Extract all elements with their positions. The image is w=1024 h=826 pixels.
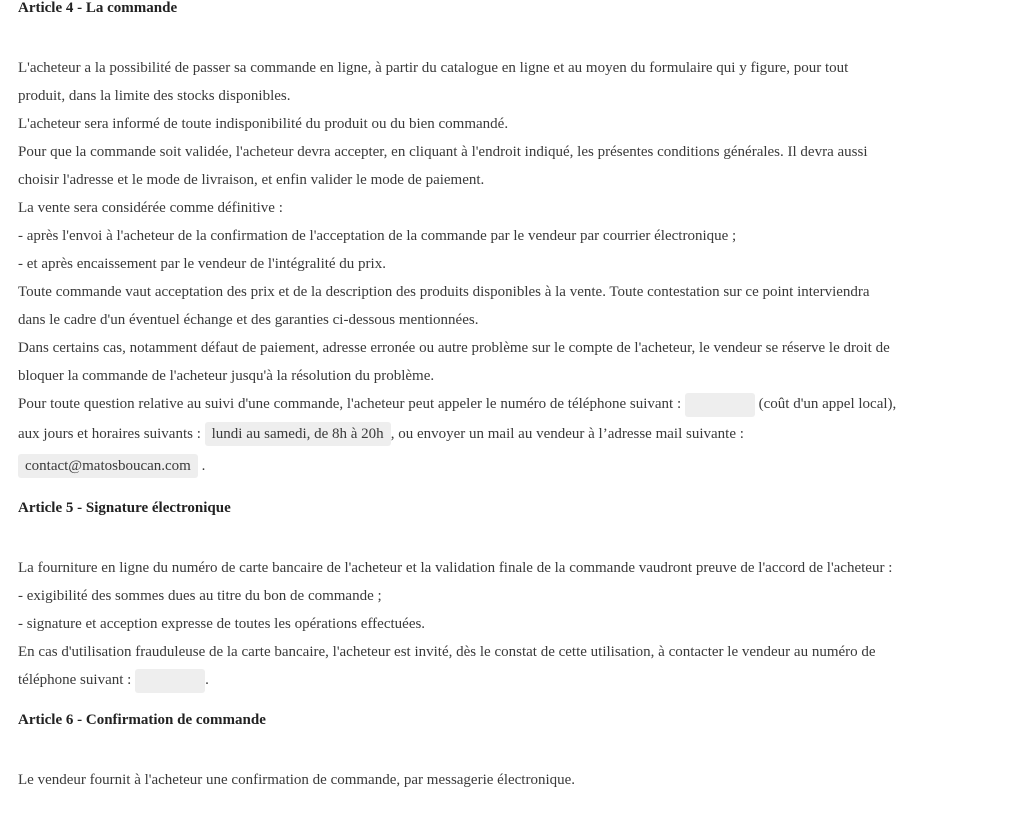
article-5-title: Article 5 - Signature électronique xyxy=(18,500,231,516)
paragraph-line: produit, dans la limite des stocks disponibles. xyxy=(18,88,291,104)
paragraph-line: La fourniture en ligne du numéro de carte bancaire de l'acheteur et la validation finale de la commande vaudront preuve de l'accord de l'acheteur : xyxy=(18,560,893,576)
paragraph-line: La vente sera considérée comme définitive : xyxy=(18,200,283,216)
paragraph-line: - et après encaissement par le vendeur de l'intégralité du prix. xyxy=(18,256,386,272)
contact-phone-line xyxy=(18,390,1008,418)
spacer xyxy=(18,518,1008,554)
paragraph-line: choisir l'adresse et le mode de livraison, et enfin valider le mode de paiement. xyxy=(18,172,485,188)
fraud-phone-line xyxy=(18,666,1008,694)
paragraph-line: Le vendeur fournit à l'acheteur une confirmation de commande, par messagerie électronique. xyxy=(18,772,576,788)
paragraph-line: Toute commande vaut acceptation des prix et de la description des produits disponibles à la vente. Toute contestation sur ce point interviendra xyxy=(18,284,870,300)
contact-phone-suffix: (coût d'un appel local), xyxy=(758,396,897,412)
contact-hours-line xyxy=(18,418,1008,450)
contact-hours-text: aux jours et horaires suivants : xyxy=(18,426,201,442)
paragraph-line: dans le cadre d'un éventuel échange et des garanties ci-dessous mentionnées. xyxy=(18,312,479,328)
spacer xyxy=(18,730,1008,766)
phone-number-placeholder xyxy=(685,393,755,417)
contact-email-line xyxy=(18,450,1008,482)
fraud-phone-placeholder xyxy=(135,669,205,693)
paragraph-line: - après l'envoi à l'acheteur de la confirmation de l'acceptation de la commande par le vendeur par courrier électronique ; xyxy=(18,228,737,244)
contact-email-suffix: . xyxy=(201,458,206,474)
paragraph-line: Pour que la commande soit validée, l'acheteur devra accepter, en cliquant à l'endroit indiqué, les présentes conditions générales. Il devra aussi xyxy=(18,144,868,160)
terms-content xyxy=(18,0,1008,794)
spacer xyxy=(18,482,1008,498)
fraud-phone-suffix: . xyxy=(205,672,209,688)
contact-email-link[interactable]: contact@matosboucan.com xyxy=(18,454,198,478)
paragraph-line: En cas d'utilisation frauduleuse de la carte bancaire, l'acheteur est invité, dès le constat de cette utilisation, à contacter le vendeur au numéro de xyxy=(18,644,876,660)
paragraph-line: - exigibilité des sommes dues au titre du bon de commande ; xyxy=(18,588,382,604)
article-6-title: Article 6 - Confirmation de commande xyxy=(18,712,266,728)
paragraph-line: bloquer la commande de l'acheteur jusqu'à la résolution du problème. xyxy=(18,368,435,384)
paragraph-line: L'acheteur sera informé de toute indisponibilité du produit ou du bien commandé. xyxy=(18,116,509,132)
spacer xyxy=(18,694,1008,710)
paragraph-line: L'acheteur a la possibilité de passer sa commande en ligne, à partir du catalogue en ligne et au moyen du formulaire qui y figure, pour tout xyxy=(18,60,849,76)
contact-phone-text: Pour toute question relative au suivi d'une commande, l'acheteur peut appeler le numéro de téléphone suivant : xyxy=(18,396,682,412)
paragraph-line: Dans certains cas, notamment défaut de paiement, adresse erronée ou autre problème sur le compte de l'acheteur, le vendeur se réserve le droit de xyxy=(18,340,890,356)
article-5-body xyxy=(18,554,1008,694)
article-4-body xyxy=(18,54,1008,482)
article-6-body xyxy=(18,766,1008,794)
paragraph-line: - signature et acception expresse de toutes les opérations effectuées. xyxy=(18,616,426,632)
fraud-phone-text: téléphone suivant : xyxy=(18,672,132,688)
spacer xyxy=(18,18,1008,54)
opening-hours-value: lundi au samedi, de 8h à 20h xyxy=(205,422,391,446)
contact-hours-suffix: , ou envoyer un mail au vendeur à l’adresse mail suivante : xyxy=(390,426,744,442)
article-4-title: Article 4 - La commande xyxy=(18,0,178,16)
